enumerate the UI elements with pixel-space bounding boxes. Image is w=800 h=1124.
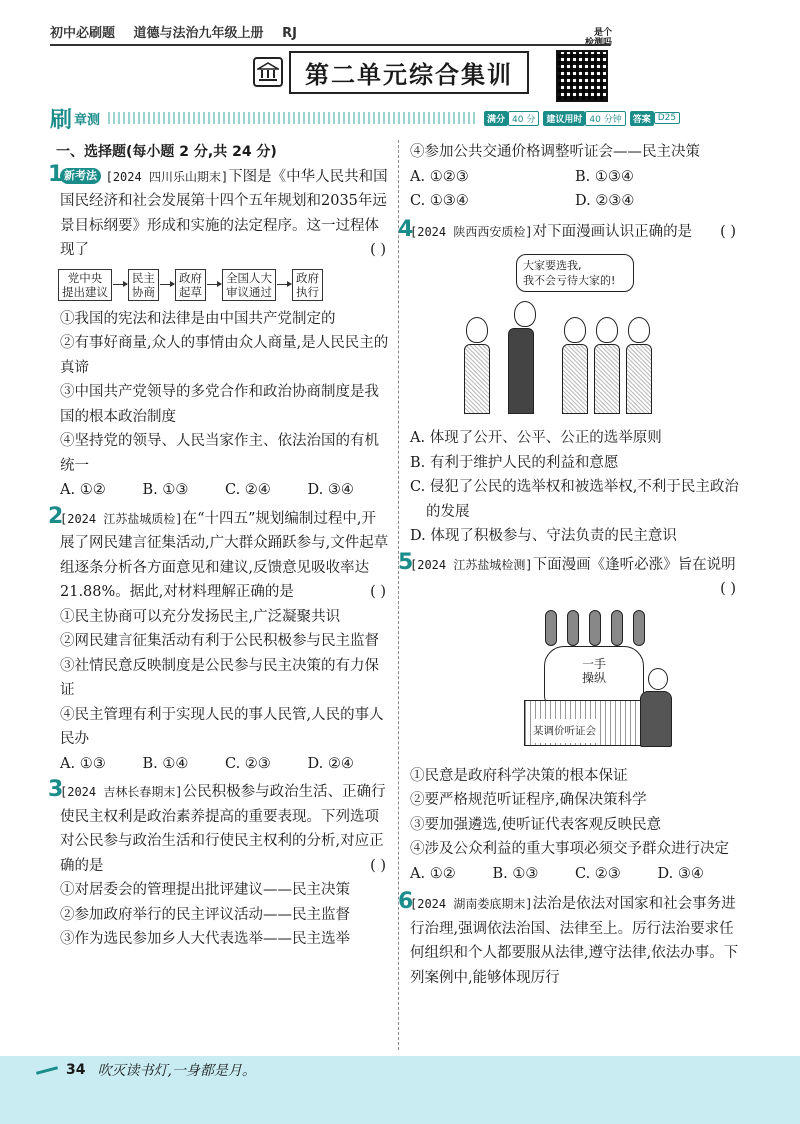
question-stem: 法治是依法对国家和社会事务进行治理,强调依法治国、法律至上。厉行法治要求任何组织和个人都要服从法律,遵守法律,依法办事。下列案例中,能够体现厉行 <box>410 896 739 986</box>
hearing-table <box>524 700 644 746</box>
page-footer <box>0 1056 800 1124</box>
option-c[interactable]: C. ②③ <box>225 755 271 772</box>
flow-step: 民主 协商 <box>128 269 159 301</box>
person-figure <box>464 317 490 414</box>
header-rule <box>50 44 610 46</box>
question-1 <box>48 161 390 503</box>
question-source: [2024 四川乐山期末] <box>105 169 229 184</box>
option-d[interactable]: D. ②③④ <box>575 193 635 209</box>
statement-item: ④坚持党的领导、人民当家作主、依法治国的有机统一 <box>60 433 379 474</box>
arrow-right-icon <box>160 284 174 285</box>
option-a[interactable]: A. ①②③ <box>410 168 469 185</box>
choice-item[interactable]: C. 侵犯了公民的选举权和被选举权,不利于民主政治的发展 <box>410 479 739 520</box>
answer-page: D25 <box>654 112 680 124</box>
book-header <box>50 22 750 44</box>
statement-item: ③要加强遴选,使听证代表客观反映民意 <box>410 816 662 833</box>
edition-label: RJ <box>282 26 297 41</box>
option-d[interactable]: D. ②④ <box>307 755 354 772</box>
right-column <box>398 140 740 990</box>
question-stem: 公民积极参与政治生活、正确行使民主权利是政治素养提高的重要表现。下列选项对公民参与政治生活和行使民主权利的分析,对应正确的是 <box>60 784 386 874</box>
qr-label-line2: 检测吗 <box>584 38 612 48</box>
question-number: 4 <box>398 216 414 242</box>
question-number: 5 <box>398 549 414 575</box>
official-figure <box>640 668 674 748</box>
table-label: 某调价听证会 <box>531 719 598 744</box>
option-c[interactable]: C. ①③④ <box>410 193 469 209</box>
answer-blank[interactable]: ( ) <box>370 584 386 600</box>
test-meta <box>484 111 684 126</box>
statement-item: ②要严格规范听证程序,确保决策科学 <box>410 792 647 808</box>
left-column <box>48 140 390 952</box>
option-c[interactable]: C. ②④ <box>225 482 271 498</box>
statement-item: ③作为选民参加乡人大代表选举——民主选举 <box>60 931 350 947</box>
question-4 <box>398 216 740 549</box>
answer-options <box>410 165 740 214</box>
section-title: 刷 <box>50 107 73 133</box>
question-6 <box>398 889 740 990</box>
option-d[interactable]: D. ③④ <box>657 865 704 882</box>
statement-item: ④参加公共交通价格调整听证会——民主决策 <box>410 144 700 160</box>
question-source: [2024 湖南娄底期末] <box>410 897 533 911</box>
statement-item: ②有事好商量,众人的事情由众人商量,是人民民主的真谛 <box>60 335 389 376</box>
new-method-badge: 新考法 <box>60 168 101 184</box>
option-a[interactable]: A. ①③ <box>60 755 106 772</box>
qr-code-block[interactable] <box>556 28 612 100</box>
full-score-label: 满分 <box>484 111 508 126</box>
statement-item: ②参加政府举行的民主评议活动——民主监督 <box>60 906 350 923</box>
answer-options <box>60 752 390 777</box>
option-b[interactable]: B. ①③ <box>492 865 539 882</box>
arrow-right-icon <box>277 284 291 285</box>
hand-label: 一手 操纵 <box>544 646 644 706</box>
choice-item[interactable]: A. 体现了公开、公平、公正的选举原则 <box>410 430 662 446</box>
full-score-value: 40 分 <box>508 111 539 126</box>
person-figure <box>594 317 620 414</box>
statement-item: ①民意是政府科学决策的根本保证 <box>410 767 628 784</box>
question-number: 6 <box>398 889 414 914</box>
question-source: [2024 江苏盐城质检] <box>60 511 183 526</box>
person-figure <box>626 317 652 414</box>
question-source: [2024 陕西西安质检] <box>410 224 533 239</box>
question-stem: 在“十四五”规划编制过程中,开展了网民建言征集活动,广大群众踊跃参与,文件起草组逐条分析各方面意见和建议,反馈意见吸收率达 21.88%。据此,对材料理解正确的是 <box>60 510 389 600</box>
question-source: [2024 吉林长春期末] <box>60 785 183 799</box>
unit-title-block <box>253 52 529 92</box>
statement-item: ④涉及公众利益的重大事项必须交予群众进行决定 <box>410 841 729 857</box>
question-stem: 下图是《中华人民共和国国民经济和社会发展第十四个五年规划和2035年远景目标纲要》形成和实施的法定程序。这一过程体现了 <box>60 168 388 258</box>
option-b[interactable]: B. ①③④ <box>575 168 634 185</box>
arrow-right-icon <box>207 284 221 285</box>
flow-step: 党中央 提出建议 <box>58 269 112 301</box>
unit-title: 第二单元综合集训 <box>289 51 529 94</box>
book-name: 道德与法治九年级上册 <box>133 26 264 41</box>
question-3 <box>48 777 390 952</box>
flow-step: 全国人大 审议通过 <box>222 269 276 301</box>
hearing-cartoon <box>520 608 680 758</box>
time-value: 40 分钟 <box>585 111 625 126</box>
answer-blank[interactable]: ( ) <box>720 223 736 240</box>
fingers-illustration <box>540 610 650 650</box>
election-cartoon <box>458 250 698 420</box>
speech-bubble: 大家要选我, 我不会亏待大家的! <box>516 254 634 292</box>
option-c[interactable]: C. ②③ <box>575 865 621 882</box>
pen-icon <box>36 1064 62 1076</box>
statement-item: ①对居委会的管理提出批评建议——民主决策 <box>60 882 350 898</box>
answer-options <box>410 862 740 887</box>
question-5 <box>398 549 740 887</box>
person-figure <box>562 317 588 414</box>
statement-item: ③中国共产党领导的多党合作和政治协商制度是我国的根本政治制度 <box>60 384 379 425</box>
question-stem: 下面漫画《逢听必涨》旨在说明 <box>532 556 736 573</box>
option-b[interactable]: B. ①③ <box>142 482 189 498</box>
building-icon <box>253 57 283 87</box>
option-b[interactable]: B. ①④ <box>142 755 189 772</box>
question-number: 2 <box>48 503 64 529</box>
choice-item[interactable]: D. 体现了积极参与、守法负责的民主意识 <box>410 528 677 544</box>
question-number: 1 <box>48 161 64 187</box>
section-subtitle: 章测 <box>74 112 101 128</box>
statement-item: ④民主管理有利于实现人民的事人民管,人民的事人民办 <box>60 706 384 747</box>
section-bar <box>50 104 750 132</box>
choice-item[interactable]: B. 有利于维护人民的利益和意愿 <box>410 454 619 471</box>
statement-item: ③社情民意反映制度是公民参与民主决策的有力保证 <box>60 657 379 698</box>
qr-label-line1: 是个 <box>593 28 612 38</box>
option-d[interactable]: D. ③④ <box>307 482 354 498</box>
answer-options <box>60 478 390 503</box>
answer-blank[interactable]: ( ) <box>370 857 386 874</box>
question-number: 3 <box>48 777 64 802</box>
decorative-stripes <box>108 112 478 124</box>
option-a[interactable]: A. ①② <box>60 482 106 498</box>
answer-blank[interactable]: ( ) <box>720 581 736 597</box>
question-2 <box>48 503 390 777</box>
qr-code-icon[interactable] <box>556 50 608 102</box>
page-number: 34 <box>66 1062 86 1078</box>
flow-step: 政府 起草 <box>175 269 206 301</box>
process-flowchart <box>58 269 390 301</box>
answer-blank[interactable]: ( ) <box>370 242 386 258</box>
question-source: [2024 江苏盐城检测] <box>410 557 533 572</box>
statement-item: ①民主协商可以充分发扬民主,广泛凝聚共识 <box>60 608 341 625</box>
statement-item: ①我国的宪法和法律是由中国共产党制定的 <box>60 310 336 327</box>
arrow-right-icon <box>113 284 127 285</box>
series-name: 初中必刷题 <box>50 26 116 41</box>
time-label: 建议用时 <box>543 111 585 126</box>
question-stem: 对下面漫画认识正确的是 <box>532 223 693 240</box>
option-a[interactable]: A. ①② <box>410 865 456 882</box>
flow-step: 政府 执行 <box>292 269 323 301</box>
section-heading: 一、选择题(每小题 2 分,共 24 分) <box>56 144 277 160</box>
footer-motto: 吹灭读书灯,一身都是月。 <box>97 1063 256 1079</box>
statement-item: ②网民建言征集活动有利于公民积极参与民主监督 <box>60 633 379 649</box>
answer-label: 答案 <box>630 111 654 126</box>
candidate-figure <box>508 301 542 414</box>
